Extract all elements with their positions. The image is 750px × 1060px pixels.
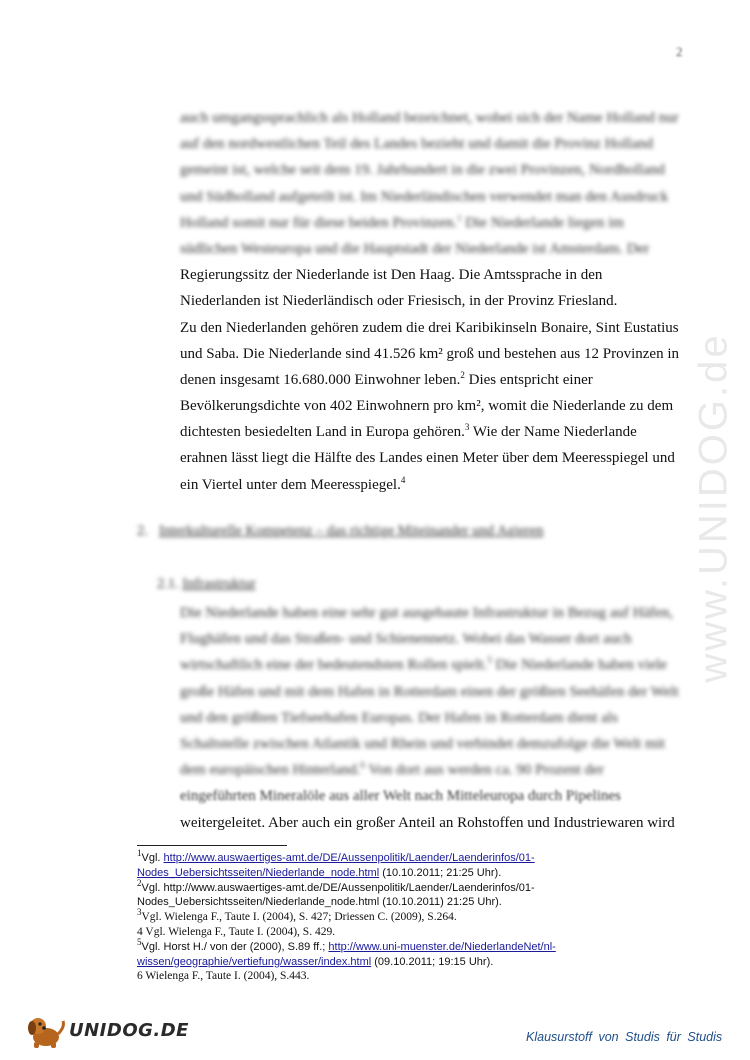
footnote-2-cont: Nodes_Uebersichtsseiten/Niederlande_node.html (10.10.2011) 21:25 Uhr). <box>137 896 502 909</box>
text-line: dem europäischen Hinterland.$^6$ Von dort aus werden ca. 90 Prozent der <box>180 760 604 779</box>
text-line: Flughäfen und das Straßen- und Schienennetz. Wobei das Wasser dort auch <box>180 631 632 648</box>
text-line: Zu den Niederlanden gehören zudem die drei Karibikinseln Bonaire, Sint Eustatius <box>180 319 679 336</box>
footnote-4: 4 Vgl. Wielenga F., Taute I. (2004), S. 429. <box>137 925 336 938</box>
text-line: und den größten Tiefseehafen Europas. Der Hafen in Rotterdam dient als <box>180 709 618 726</box>
text-line: Bevölkerungsdichte von 402 Einwohnern pro km², womit die Niederlande zu dem <box>180 398 674 415</box>
text-line: Holland somit nur für diese beiden Provinzen.$^1$ Die Niederlande liegen im <box>180 212 624 231</box>
body-paragraph-2 <box>180 600 685 836</box>
footer-tagline: Klausurstoff von Studis für Studis <box>526 1030 723 1044</box>
section-title: Interkulturelle Kompetenz – das richtige Miteinander und Agieren <box>159 523 544 539</box>
footnote-mark: 3 <box>464 422 470 433</box>
logo-text: UNIDOG.DE <box>69 1020 189 1041</box>
footnote-link[interactable]: Nodes_Uebersichtsseiten/Niederlande_node.html <box>137 866 380 879</box>
footnote-1-cont: Nodes_Uebersichtsseiten/Niederlande_node.html (10.10.2011; 21:25 Uhr). <box>137 866 502 879</box>
text-line: auch umgangssprachlich als Holland bezeichnet, wobei sich der Name Holland nur <box>180 110 679 126</box>
section-number: 2. <box>137 523 148 539</box>
footnote-6: 6 Wielenga F., Taute I. (2004), S.443. <box>137 970 310 983</box>
footnote-3: $^3$Vgl. Wielenga F., Taute I. (2004), S. 427; Driessen C. (2009), S.264. <box>137 907 457 924</box>
dog-icon <box>24 1013 68 1049</box>
footnote-link[interactable]: http://www.uni-muenster.de/NiederlandeNet/nl- <box>328 940 556 953</box>
footnote-mark: 4 <box>400 474 406 485</box>
text-line: und Saba. Die Niederlande sind 41.526 km² groß und bestehen aus 12 Provinzen in <box>180 345 679 362</box>
footnote-mark: 1 <box>457 212 462 223</box>
text-line: denen insgesamt 16.680.000 Einwohner leben.$^2$ Dies entspricht einer <box>180 369 593 388</box>
text-line: südlichen Westeuropa und die Hauptstadt der Niederlande ist Amsterdam. Der <box>180 240 650 257</box>
text-line: erahnen lässt liegt die Hälfte des Landes einen Meter über dem Meeresspiegel und <box>180 450 675 467</box>
text-line: Die Niederlande haben eine sehr gut ausgebaute Infrastruktur in Bezug auf Häfen, <box>180 605 674 621</box>
footnote-2: $^2$Vgl. http://www.auswaertiges-amt.de/DE/Aussenpolitik/Laender/Laenderinfos/01- <box>137 877 535 894</box>
watermark-text: www.UNIDOG.de <box>691 332 736 683</box>
text-line: große Häfen und mit dem Hafen in Rotterdam einen der größten Seehäfen der Welt <box>180 683 679 700</box>
text-line: Regierungssitz der Niederlande ist Den Haag. Die Amtssprache in den <box>180 267 603 284</box>
text-line: weitergeleitet. Aber auch ein großer Anteil an Rohstoffen und Industriewaren wird <box>180 814 675 831</box>
text-line: ein Viertel unter dem Meeresspiegel.$^4$ <box>180 474 406 493</box>
footnote-1: $^1$Vgl. http://www.auswaertiges-amt.de/DE/Aussenpolitik/Laender/Laenderinfos/01- <box>137 848 535 864</box>
unidog-logo[interactable] <box>24 1013 189 1049</box>
section-title: Infrastruktur <box>182 576 256 592</box>
footnote-5: $^5$Vgl. Horst H./ von der (2000), S.89 ff.; http://www.uni-muenster.de/NiederlandeNet/nl- <box>137 936 556 953</box>
footnote-separator <box>137 845 287 846</box>
text-line: eingeführten Mineralöle aus aller Welt nach Mitteleuropa durch Pipelines <box>180 788 621 805</box>
section-heading-2 <box>137 523 544 540</box>
page-number: 2 <box>676 44 683 59</box>
text-line: wirtschaftlich eine der bedeutendsten Rollen spielt.$^5$ Die Niederlande haben viele <box>180 655 667 674</box>
text-line: gemeint ist, welche seit dem 19. Jahrhundert in die zwei Provinzen, Nordholland <box>180 162 665 179</box>
text-line: und Südholland aufgeteilt ist. Im Niederländischen verwendet man den Ausdruck <box>180 188 669 205</box>
text-line: auf den nordwestlichen Teil des Landes bezieht und damit die Provinz Holland <box>180 136 654 153</box>
footnotes <box>137 848 697 984</box>
footnote-link[interactable]: wissen/geographie/vertiefung/wasser/index.html <box>137 955 372 968</box>
section-heading-2-1 <box>157 576 256 593</box>
footnote-5-cont: wissen/geographie/vertiefung/wasser/index.html (09.10.2011; 19:15 Uhr). <box>137 955 494 968</box>
footnote-link[interactable]: http://www.auswaertiges-amt.de/DE/Aussenpolitik/Laender/Laenderinfos/01- <box>163 852 535 864</box>
text-line: Niederlanden ist Niederländisch oder Friesisch, in der Provinz Friesland. <box>180 293 618 310</box>
footnote-mark: 6 <box>360 760 365 771</box>
footnote-mark: 5 <box>487 655 492 666</box>
footnote-mark: 2 <box>460 369 465 380</box>
side-watermark <box>691 265 736 745</box>
text-line: dichtesten besiedelten Land in Europa gehören.$^3$ Wie der Name Niederlande <box>180 422 637 441</box>
section-number: 2.1. <box>157 576 179 592</box>
body-paragraph-1 <box>180 105 685 498</box>
text-line: Schaltstelle zwischen Atlantik und Rhein und verbindet demzufolge die Welt mit <box>180 735 666 752</box>
